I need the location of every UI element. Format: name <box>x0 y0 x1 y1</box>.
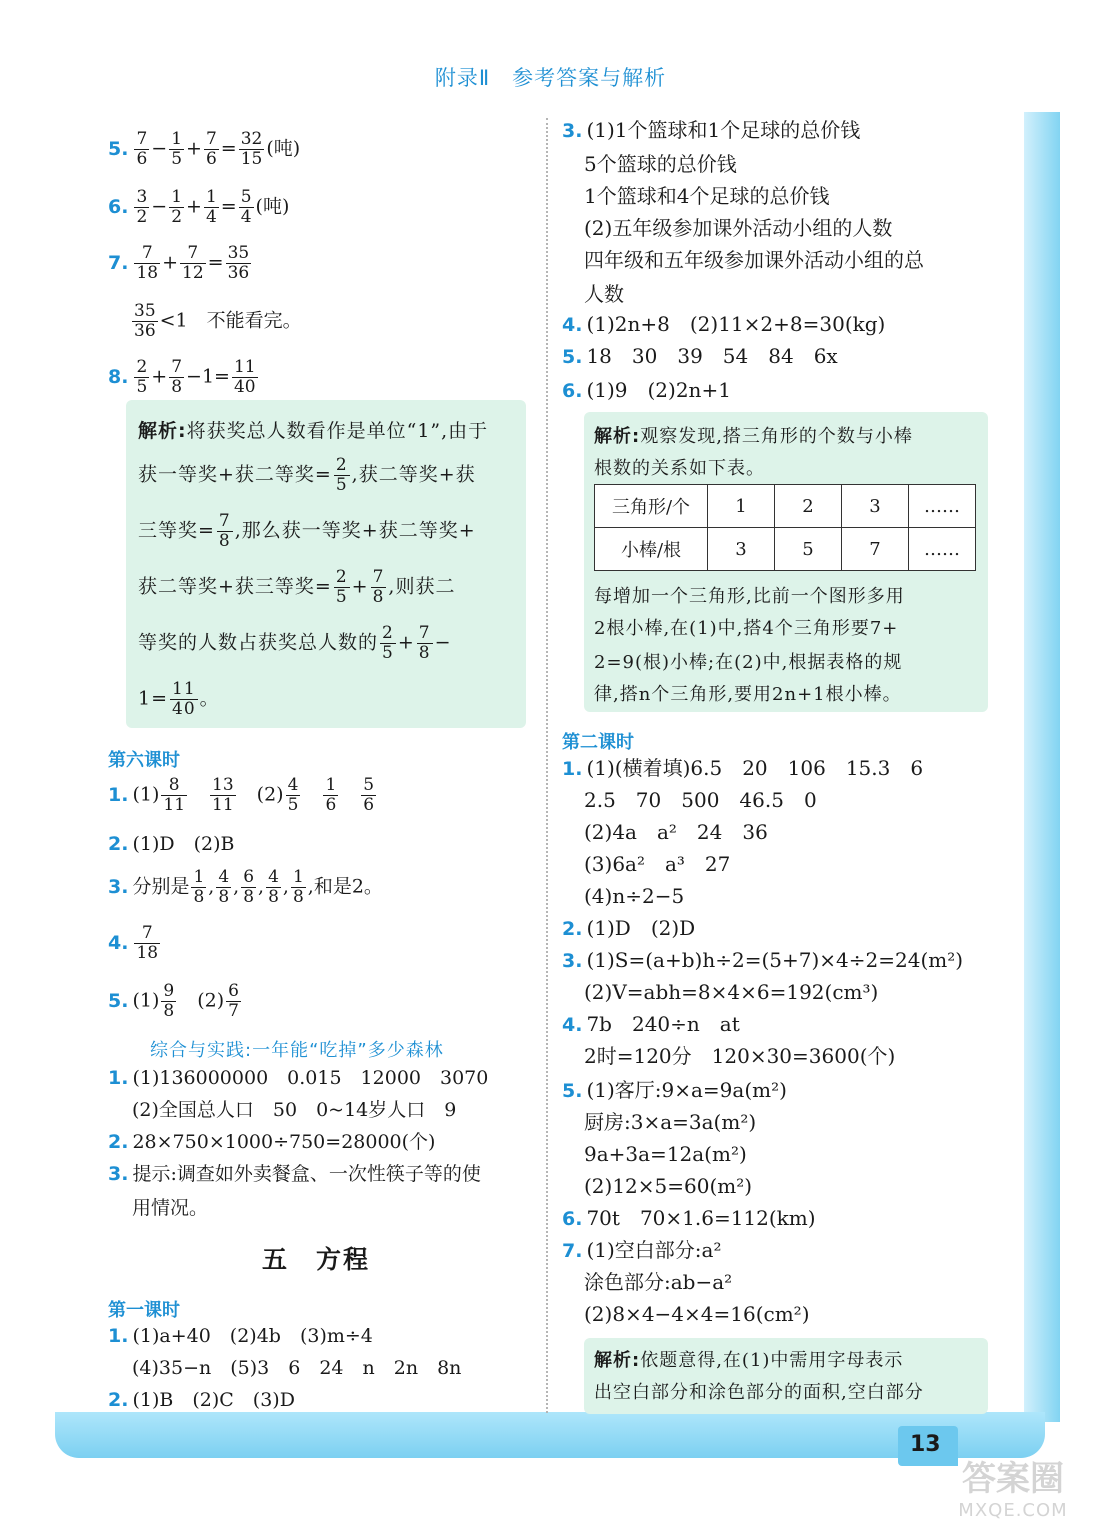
explanation-line: 律,搭n个三角形,要用2n+1根小棒。 <box>594 684 902 705</box>
bottom-band-decoration <box>55 1412 1045 1458</box>
lesson1-answer: 2. (1)B (2)C (3)D <box>108 1389 295 1411</box>
lesson6-answer-2: 2. (1)D (2)B <box>108 833 235 855</box>
explanation-line: 1= $\frac{11}{40}$ 。 <box>138 679 220 719</box>
lesson2-answer: (2)V=abh=8×4×6=192(cm³) <box>584 980 879 1004</box>
section-title-lesson6: 第六课时 <box>108 750 180 771</box>
lesson6-answer-4: 4. $\frac{7}{18}$ <box>108 923 159 963</box>
lesson2-answer: 2. (1)D (2)D <box>562 916 696 940</box>
answer-4: 4. (1)2n+8 (2)11×2+8=30(kg) <box>562 312 886 336</box>
table-cell: 1 <box>708 485 775 528</box>
explanation-line: 解析:观察发现,搭三角形的个数与小棒 <box>594 426 913 447</box>
explanation-line: 解析:依题意得,在(1)中需用字母表示 <box>594 1350 904 1371</box>
lesson2-answer: (3)6a² a³ 27 <box>584 852 731 876</box>
explanation-line: 2根小棒,在(1)中,搭4个三角形要7+ <box>594 618 899 639</box>
explanation-line: 解析:将获奖总人数看作是单位“1”,由于 <box>138 420 489 442</box>
explanation-line: 获一等奖+获二等奖= $\frac{2}{5}$ ,获二等奖+获 <box>138 455 476 495</box>
practice-answer: 2. 28×750×1000÷750=28000(个) <box>108 1131 436 1153</box>
lesson6-answer-3: 3. 分别是 $\frac{1}{8}$ , $\frac{4}{8}$ , $\frac{6}{8}$ , $\frac{4}{8}$ , $\frac{1}{8}$ ,和是2。 <box>108 867 383 907</box>
table-cell: 7 <box>842 528 909 571</box>
lesson6-answer-1: 1. (1) $\frac{8}{11}$ $\frac{13}{11}$ (2) $\frac{4}{5}$ $\frac{1}{6}$ $\frac{5}{6}$ <box>108 775 375 815</box>
lesson6-answer-5: 5. (1) $\frac{9}{8}$ (2) $\frac{6}{7}$ <box>108 981 239 1021</box>
answer-6: 6. $\frac{3}{2}$ − $\frac{1}{2}$ + $\frac{1}{4}$ = $\frac{5}{4}$ (吨) <box>108 187 290 227</box>
explanation-line: 每增加一个三角形,比前一个图形多用 <box>594 586 905 607</box>
answer-5: 5. $\frac{7}{6}$ − $\frac{1}{5}$ + $\frac{7}{6}$ = $\frac{32}{15}$ (吨) <box>108 129 301 169</box>
lesson2-answer: 4. 7b 240÷n at <box>562 1012 740 1036</box>
table-cell: 三角形/个 <box>595 485 708 528</box>
explanation-line: 出空白部分和涂色部分的面积,空白部分 <box>594 1382 924 1403</box>
answer-6: 6. (1)9 (2)2n+1 <box>562 378 731 402</box>
lesson2-answer: 2时=120分 120×30=3600(个) <box>584 1044 896 1068</box>
column-divider <box>546 118 548 1413</box>
answer-3-line: 5个篮球的总价钱 <box>584 152 737 176</box>
lesson2-answer: 涂色部分:ab−a² <box>584 1270 733 1294</box>
practice-answer: 用情况。 <box>132 1197 209 1219</box>
page-number: 13 <box>910 1432 941 1457</box>
section-title-lesson2: 第二课时 <box>562 732 634 753</box>
lesson2-answer: 7. (1)空白部分:a² <box>562 1238 722 1262</box>
answer-5: 5. 18 30 39 54 84 6x <box>562 344 838 368</box>
table-cell: …… <box>909 528 976 571</box>
answer-3: 3. (1)1个篮球和1个足球的总价钱 <box>562 118 861 142</box>
table-row <box>595 485 976 528</box>
table-cell: 3 <box>842 485 909 528</box>
watermark-line1: 答案圈 <box>962 1459 1064 1499</box>
answer-7: 7. $\frac{7}{18}$ + $\frac{7}{12}$ = $\frac{35}{36}$ <box>108 243 250 283</box>
lesson2-answer: 2.5 70 500 46.5 0 <box>584 788 817 812</box>
lesson2-answer: 6. 70t 70×1.6=112(km) <box>562 1206 816 1230</box>
practice-answer: (2)全国总人口 50 0~14岁人口 9 <box>132 1099 457 1121</box>
lesson2-answer: 3. (1)S=(a+b)h÷2=(5+7)×4÷2=24(m²) <box>562 948 964 972</box>
explanation-line: 获二等奖+获三等奖= $\frac{2}{5}$ + $\frac{7}{8}$ ,则获二 <box>138 567 456 607</box>
chapter-title: 五 方程 <box>262 1245 371 1274</box>
watermark-line2: MXQE.COM <box>958 1500 1068 1521</box>
explanation-line: 2=9(根)小棒;在(2)中,根据表格的规 <box>594 652 903 673</box>
lesson2-answer: (2)12×5=60(m²) <box>584 1174 753 1198</box>
section-title-lesson1: 第一课时 <box>108 1300 180 1321</box>
table-cell: 2 <box>775 485 842 528</box>
lesson2-answer: 5. (1)客厅:9×a=9a(m²) <box>562 1078 787 1102</box>
table-cell: …… <box>909 485 976 528</box>
lesson2-answer: 9a+3a=12a(m²) <box>584 1142 747 1166</box>
answer-3-line: 1个篮球和4个足球的总价钱 <box>584 184 830 208</box>
lesson2-answer: (2)4a a² 24 36 <box>584 820 768 844</box>
practice-answer: 3. 提示:调查如外卖餐盒、一次性筷子等的使 <box>108 1163 481 1185</box>
practice-answer: 1. (1)136000000 0.015 12000 3070 <box>108 1067 489 1089</box>
triangle-stick-table <box>594 484 976 571</box>
table-cell: 3 <box>708 528 775 571</box>
lesson2-answer: 1. (1)(横着填)6.5 20 106 15.3 6 <box>562 756 924 780</box>
answer-8: 8. $\frac{2}{5}$ + $\frac{7}{8}$ −1= $\frac{11}{40}$ <box>108 357 256 397</box>
lesson1-answer: 1. (1)a+40 (2)4b (3)m÷4 <box>108 1325 373 1347</box>
lesson2-answer: (4)n÷2−5 <box>584 884 685 908</box>
page-header: 附录Ⅱ 参考答案与解析 <box>434 66 667 90</box>
explanation-line: 三等奖= $\frac{7}{8}$ ,那么获一等奖+获二等奖+ <box>138 511 476 551</box>
answer-3-line: 人数 <box>584 282 624 306</box>
practice-title: 综合与实践:一年能“吃掉”多少森林 <box>150 1040 444 1061</box>
answer-3-line: 四年级和五年级参加课外活动小组的总 <box>584 248 924 272</box>
lesson1-answer: (4)35−n (5)3 6 24 n 2n 8n <box>132 1357 462 1379</box>
explanation-line: 根数的关系如下表。 <box>594 458 765 479</box>
explanation-line: 等奖的人数占获奖总人数的 $\frac{2}{5}$ + $\frac{7}{8}$ − <box>138 623 452 663</box>
table-cell: 小棒/根 <box>595 528 708 571</box>
lesson2-answer: 厨房:3×a=3a(m²) <box>584 1110 757 1134</box>
page-edge-decoration <box>1024 112 1060 1422</box>
table-row <box>595 528 976 571</box>
watermark-logo <box>928 1460 1098 1532</box>
lesson2-answer: (2)8×4−4×4=16(cm²) <box>584 1302 810 1326</box>
answer-7-compare: $\frac{35}{36}$ <1 不能看完。 <box>134 301 302 341</box>
answer-3-line: (2)五年级参加课外活动小组的人数 <box>584 216 893 240</box>
table-cell: 5 <box>775 528 842 571</box>
